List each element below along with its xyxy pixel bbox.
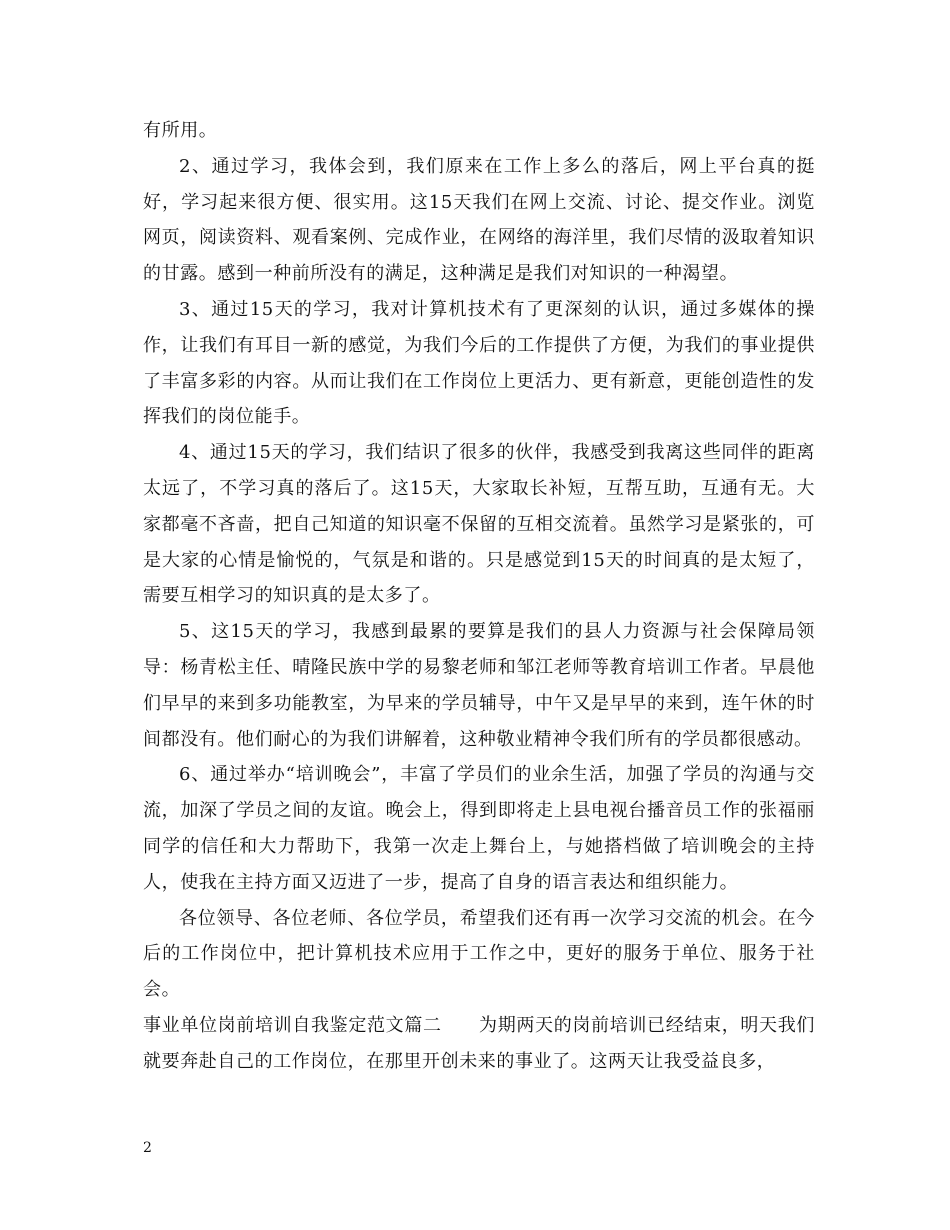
paragraph-continuation: 有所用。 <box>143 120 218 141</box>
paragraph-item-2: 2、通过学习，我体会到，我们原来在工作上多么的落后，网上平台真的挺好，学习起来很方便、很实用。这15天我们在网上交流、讨论、提交作业。浏览网页，阅读资料、观看案例、完成作业，在网络的海洋里，我们尽情的汲取着知识的甘露。感到一种前所没有的满足，这种满足是我们对知识的一种渴望。 <box>143 155 815 285</box>
paragraph-item-6: 6、通过举办“培训晚会”，丰富了学员们的业余生活，加强了学员的沟通与交流，加深了学员之间的友谊。晚会上，得到即将走上县电视台播音员工作的张福丽同学的信任和大力帮助下，我第一次走上舞台上，与她搭档做了培训晚会的主持人，使我在主持方面又迈进了一步，提高了自身的语言表达和组织能力。 <box>143 764 815 893</box>
paragraph-item-4: 4、通过15天的学习，我们结识了很多的伙伴，我感受到我离这些同伴的距离太远了，不学习真的落后了。这15天，大家取长补短，互帮互助，互通有无。大家都毫不吝啬，把自己知道的知识毫不保留的互相交流着。虽然学习是紧张的，可是大家的心情是愉悦的，气氛是和谐的。只是感觉到15天的时间真的是太短了，需要互相学习的知识真的是太多了。 <box>143 442 815 607</box>
paragraph-section-two: 事业单位岗前培训自我鉴定范文篇二 为期两天的岗前培训已经结束，明天我们就要奔赴自己的工作岗位，在那里开创未来的事业了。这两天让我受益良多， <box>143 1014 815 1072</box>
paragraph-closing: 各位领导、各位老师、各位学员，希望我们还有再一次学习交流的机会。在今后的工作岗位中，把计算机技术应用于工作之中，更好的服务于单位、服务于社会。 <box>143 907 815 1001</box>
document-body <box>143 113 815 1080</box>
paragraph-item-3: 3、通过15天的学习，我对计算机技术有了更深刻的认识，通过多媒体的操作，让我们有耳目一新的感觉，为我们今后的工作提供了方便，为我们的事业提供了丰富多彩的内容。从而让我们在工作岗位上更活力、更有新意，更能创造性的发挥我们的岗位能手。 <box>143 298 815 428</box>
page-number: 2 <box>143 1140 152 1156</box>
paragraph-item-5: 5、这15天的学习，我感到最累的要算是我们的县人力资源与社会保障局领导：杨青松主任、晴隆民族中学的易黎老师和邹江老师等教育培训工作者。早晨他们早早的来到多功能教室，为早来的学员辅导，中午又是早早的来到，连午休的时间都没有。他们耐心的为我们讲解着，这种敬业精神令我们所有的学员都很感动。 <box>143 621 815 750</box>
